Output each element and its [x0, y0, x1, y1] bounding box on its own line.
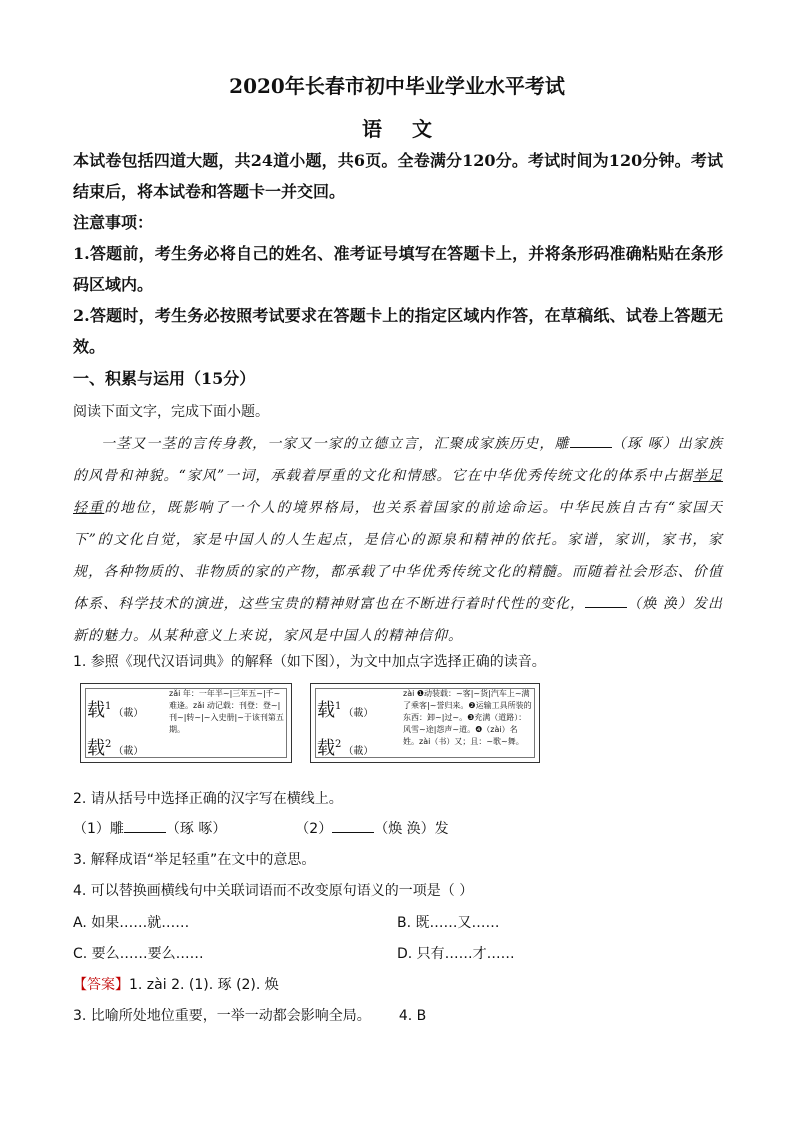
- passage-blank-1: [570, 435, 612, 448]
- question-2-blank-2: [332, 820, 374, 833]
- passage-underlined-idiom: 举足轻重: [73, 468, 724, 516]
- answer-text-4: 4. B: [398, 1008, 427, 1024]
- option-d: D. 只有……才……: [397, 946, 515, 962]
- option-b: B. 既……又……: [397, 915, 500, 931]
- option-a: A. 如果……就……: [73, 915, 190, 931]
- question-2: 2. 请从括号中选择正确的汉字写在横线上。: [73, 791, 343, 807]
- notice-item-2: 2.答题时，考生务必按照考试要求在答题卡上的指定区域内作答，在草稿纸、试卷上答题无效。: [73, 306, 723, 356]
- question-2-blank-1: [124, 820, 166, 833]
- notice-heading: 注意事项：: [73, 213, 154, 232]
- passage-part-a: 一茎又一茎的言传身教，一家又一家的立德立言，汇聚成家族历史，雕: [101, 436, 570, 452]
- answer-text-3: 3. 比喻所处地位重要，一举一动都会影响全局。: [73, 1008, 371, 1024]
- dictionary-entry-right: [310, 683, 540, 763]
- dictionary-headword-1: 载$^1$（載）: [87, 700, 144, 721]
- answer-line-2: [73, 1005, 426, 1025]
- dictionary-headword-1: 载$^1$（載）: [317, 700, 374, 721]
- passage-part-c: 的地位，既影响了一个人的境界格局，也关系着国家的前途命运。中华民族自古有“家国天下”的文化自觉，家是中国人的人生起点，是信心的源泉和精神的依托。家谱，家训，家书，家规，各种物质的、非物质的家的产物，都承载了中华优秀传统文化的精髓。而随着社会形态、价值体系、科学技术的演进，这些宝贵的精神财富也在不断进行着时代性的变化，: [73, 500, 724, 612]
- option-c: C. 要么……要么……: [73, 946, 204, 962]
- exam-subject: 语文: [362, 117, 462, 141]
- question-3: 3. 解释成语“举足轻重”在文中的意思。: [73, 852, 316, 868]
- dictionary-entry-left: [80, 683, 292, 763]
- question-2-part-1-label: （1）雕: [73, 821, 124, 837]
- dictionary-definitions-left: zǎi 年：一年半~|三年五~|千~难逢。zǎi 动记载：刊登：登~|刊~|转~|~入史册|~于该刊第五期。: [169, 689, 284, 734]
- question-2-part-1-options: （琢 啄）: [165, 821, 227, 837]
- question-1: 1. 参照《现代汉语词典》的解释（如下图），为文中加点字选择正确的读音。: [73, 654, 546, 670]
- passage-part-b: （琢 啄）出家族的风骨和神貌。“家风”一词，承载着厚重的文化和情感。它在中华优秀传统文化的体系中占据: [73, 436, 724, 484]
- dictionary-definitions-right: zài ❶动装载：~客|~货|汽车上~满了乘客|~誉归来。❷运输工具所装的东西：卸~|过~。❸充满（道路）：风雪~途|怨声~道。❹（zài）名 姓。zài（书）又；且：~歌~舞。: [403, 689, 532, 746]
- question-4: 4. 可以替换画横线句中关联词语而不改变原句语义的一项是（ ）: [73, 883, 474, 899]
- reading-passage: [73, 428, 723, 652]
- dictionary-headword-2: 载$^2$（載）: [87, 738, 144, 759]
- question-2-parts: [73, 818, 449, 838]
- question-2-part-2-label: （2）: [295, 821, 333, 837]
- intro-paragraph: 本试卷包括四道大题，共24道小题，共6页。全卷满分120分。考试时间为120分钟。考试结束后，将本试卷和答题卡一并交回。: [73, 151, 723, 201]
- answer-text-1: 1. zài 2. (1). 琢 (2). 焕: [129, 977, 279, 993]
- notice-item-1: 1.答题前，考生务必将自己的姓名、准考证号填写在答题卡上，并将条形码准确粘贴在条形码区域内。: [73, 244, 723, 294]
- answer-tag: 【答案】: [73, 977, 129, 993]
- section-heading: 一、积累与运用（15分）: [73, 369, 256, 388]
- question-2-part-2-options: （焕 涣）发: [374, 821, 449, 837]
- passage-part-d: （焕 涣）发出新的魅力。从某种意义上来说，家风是中国人的精神信仰。: [73, 596, 724, 644]
- answer-line-1: [73, 974, 279, 994]
- exam-title: 2020年长春市初中毕业学业水平考试: [229, 74, 565, 98]
- dictionary-headword-2: 载$^2$（載）: [317, 738, 374, 759]
- passage-blank-2: [585, 595, 627, 608]
- section-lead: 阅读下面文字，完成下面小题。: [73, 404, 269, 420]
